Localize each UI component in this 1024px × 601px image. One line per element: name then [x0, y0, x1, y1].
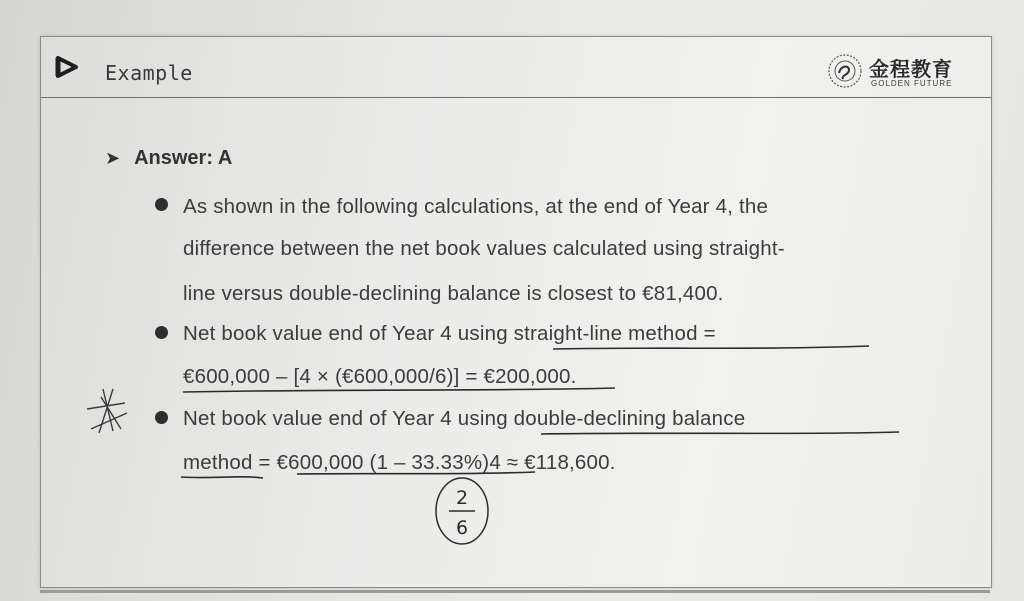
fraction-circle	[436, 478, 488, 544]
page-title: Example	[105, 61, 193, 85]
bullet-1-line-2: difference between the net book values calculated using straight-	[183, 237, 785, 260]
answer-label: Answer: A	[134, 147, 233, 169]
bullet-2-line-1: Net book value end of Year 4 using straight-line method =	[183, 322, 716, 345]
arrow-bullet-icon: ➤	[105, 148, 121, 168]
bullet-dot-icon	[155, 326, 168, 339]
logo-chinese-name: 金程教育	[869, 57, 953, 81]
bullet-1-line-1: As shown in the following calculations, at the end of Year 4, the	[183, 195, 769, 218]
fraction-denominator: 6	[455, 517, 469, 539]
bullet-3-line-1: Net book value end of Year 4 using double-declining balance	[183, 407, 746, 430]
bullet-2-line-2: €600,000 – [4 × (€600,000/6)] = €200,000.	[183, 365, 577, 388]
play-icon	[55, 55, 79, 79]
handwritten-annotations	[41, 37, 991, 587]
fraction-numerator: 2	[455, 487, 469, 509]
brand-logo	[827, 53, 977, 93]
underline-double-declining	[541, 432, 899, 434]
page-header	[41, 37, 991, 98]
next-page-edge	[40, 590, 990, 593]
logo-english-name: GOLDEN FUTURE	[871, 79, 953, 88]
bullet-1-line-3: line versus double-declining balance is closest to €81,400.	[183, 282, 724, 305]
document-page	[40, 36, 992, 588]
bullet-3-line-2: method = €600,000 (1 – 33.33%)4 ≈ €118,600.	[183, 451, 616, 474]
underline-method	[181, 477, 263, 478]
bullet-dot-icon	[155, 198, 168, 211]
bullet-dot-icon	[155, 411, 168, 424]
answer-heading	[105, 147, 232, 170]
underline-straight-line	[553, 346, 869, 349]
seal-icon	[827, 53, 863, 89]
star-mark	[87, 389, 127, 433]
